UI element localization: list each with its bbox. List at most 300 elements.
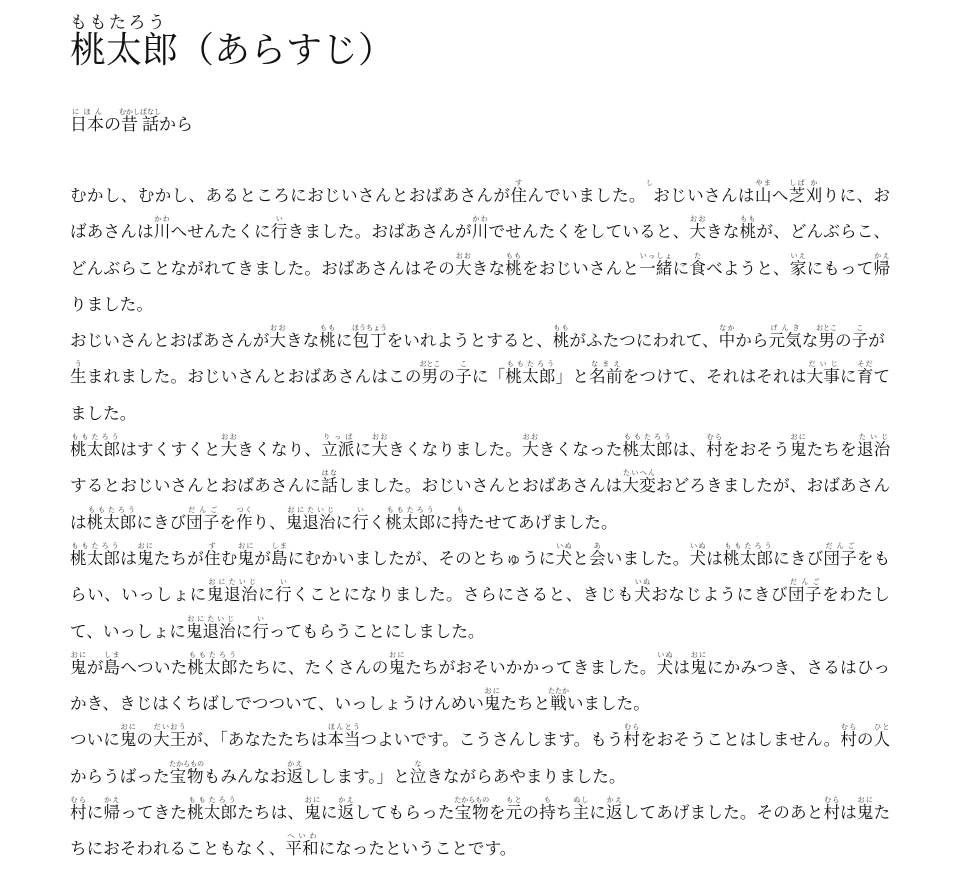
furigana-reading: むかし bbox=[119, 108, 140, 116]
text-run: いました。 bbox=[605, 548, 690, 568]
ruby-base: 元気 bbox=[768, 331, 802, 351]
furigana-reading: ももたろう bbox=[70, 541, 121, 550]
furigana-reading: だいじ bbox=[806, 360, 840, 369]
furigana-word bbox=[304, 796, 321, 823]
ruby-base: 大 bbox=[522, 440, 539, 460]
furigana-reading: だんご bbox=[186, 505, 220, 514]
furigana-reading: おに bbox=[70, 650, 87, 659]
furigana-word bbox=[505, 251, 522, 278]
furigana-reading: おに bbox=[856, 796, 874, 805]
ruby-base: 島 bbox=[103, 657, 121, 677]
furigana-word bbox=[70, 650, 87, 677]
ruby-base: 退治 bbox=[856, 440, 891, 460]
ruby-base: 鬼退治 bbox=[185, 621, 236, 641]
story-paragraph bbox=[70, 541, 890, 650]
furigana-reading: も bbox=[539, 796, 556, 805]
furigana-word bbox=[689, 215, 707, 242]
furigana-word bbox=[70, 360, 87, 387]
furigana-reading: いぬ bbox=[634, 578, 651, 587]
furigana-reading: かえ bbox=[606, 796, 623, 805]
furigana-reading: たからもの bbox=[169, 759, 205, 768]
text-run: に bbox=[335, 331, 353, 351]
text-run: は bbox=[673, 657, 691, 677]
title-reading: ももたろう bbox=[70, 13, 168, 33]
furigana-word bbox=[505, 360, 556, 387]
furigana-reading: ももたろう bbox=[86, 505, 137, 514]
ruby-base: 本当 bbox=[327, 730, 361, 750]
ruby-base: 鬼 bbox=[70, 657, 87, 677]
ruby-base: 男 bbox=[816, 331, 838, 351]
text-run: が bbox=[868, 331, 885, 351]
furigana-reading: た bbox=[689, 251, 706, 260]
furigana-word bbox=[552, 324, 570, 351]
text-run: しします。」と bbox=[303, 766, 410, 786]
text-run: ついに bbox=[70, 730, 120, 750]
furigana-reading: おに bbox=[136, 541, 154, 550]
text-run: む bbox=[220, 548, 238, 568]
text-run: たちに、たくさんの bbox=[237, 657, 389, 677]
furigana-word bbox=[548, 687, 570, 714]
furigana-reading: おとこ bbox=[816, 324, 838, 333]
ruby-base: 鬼 bbox=[237, 548, 255, 568]
furigana-reading: かえ bbox=[286, 759, 304, 768]
furigana-reading: う bbox=[70, 360, 87, 369]
furigana-word bbox=[275, 578, 293, 605]
ruby-base: 芝 bbox=[788, 186, 806, 205]
furigana-reading: おとこ bbox=[419, 360, 441, 369]
text-run: は bbox=[840, 803, 857, 823]
furigana-word bbox=[471, 215, 489, 242]
furigana-reading: おお bbox=[522, 433, 539, 442]
furigana-word bbox=[371, 433, 389, 460]
furigana-reading: い bbox=[352, 505, 369, 514]
story-body bbox=[70, 178, 890, 868]
furigana-reading: いぬ bbox=[656, 650, 674, 659]
text-run: してもらった bbox=[354, 803, 455, 823]
furigana-word bbox=[656, 650, 674, 677]
text-run: べようと、 bbox=[706, 258, 790, 278]
text-run: つよいです。こうさんします。もう bbox=[360, 730, 624, 750]
ruby-base: 団子 bbox=[186, 512, 220, 532]
furigana-reading: す bbox=[510, 179, 527, 187]
furigana-word bbox=[269, 324, 287, 351]
furigana-reading: むら bbox=[823, 796, 841, 805]
text-run: をつけて、それはそれは bbox=[622, 367, 807, 387]
text-run: をおじいさんと bbox=[521, 258, 640, 278]
furigana-word bbox=[806, 360, 840, 387]
furigana-reading: そだ bbox=[856, 360, 874, 369]
furigana-word bbox=[451, 505, 469, 532]
text-run: が、「あなたたちは bbox=[186, 730, 328, 750]
furigana-word bbox=[805, 179, 823, 205]
furigana-reading: たいへん bbox=[622, 469, 656, 478]
ruby-base: 返 bbox=[286, 766, 304, 786]
ruby-base: 泣 bbox=[409, 766, 427, 786]
furigana-word bbox=[606, 796, 623, 823]
furigana-reading: もと bbox=[505, 796, 523, 805]
ruby-base: 鬼退治 bbox=[206, 585, 259, 605]
furigana-reading: な bbox=[409, 759, 427, 768]
text-run: ち bbox=[555, 803, 573, 823]
text-run: たちにおそわれることもなく、 bbox=[70, 803, 891, 859]
text-run: を bbox=[488, 803, 506, 823]
furigana-reading: ももたろう bbox=[187, 796, 238, 805]
furigana-reading: にほん bbox=[70, 108, 104, 116]
ruby-base: 犬 bbox=[634, 585, 652, 605]
furigana-word bbox=[327, 723, 361, 750]
ruby-base: 桃 bbox=[319, 331, 336, 351]
text-run: きくなった bbox=[538, 440, 623, 460]
text-run: に bbox=[335, 512, 353, 532]
furigana-reading: むら bbox=[70, 796, 87, 805]
text-run: な bbox=[801, 331, 819, 351]
ruby-base: 川 bbox=[471, 222, 489, 242]
text-run: が bbox=[86, 657, 104, 677]
ruby-base: 桃太郎 bbox=[70, 440, 121, 460]
furigana-reading: い bbox=[275, 578, 292, 587]
furigana-word bbox=[286, 759, 304, 786]
ruby-base: 育 bbox=[856, 367, 874, 387]
furigana-word bbox=[483, 687, 501, 714]
ruby-base: 返 bbox=[337, 803, 355, 823]
furigana-word bbox=[153, 723, 187, 750]
furigana-word bbox=[285, 832, 319, 859]
furigana-reading: ももたろう bbox=[505, 360, 556, 369]
ruby-base: 大事 bbox=[806, 367, 840, 387]
furigana-word bbox=[555, 541, 573, 568]
ruby-base: 宝物 bbox=[169, 766, 205, 786]
furigana-word bbox=[622, 469, 656, 496]
furigana-reading: ひと bbox=[873, 723, 891, 732]
text-run: へ bbox=[771, 186, 789, 205]
ruby-base: 話 bbox=[140, 115, 161, 135]
furigana-reading: い bbox=[252, 614, 269, 623]
text-run: たちを bbox=[806, 440, 857, 460]
furigana-reading: おに bbox=[690, 650, 707, 659]
ruby-base: 大変 bbox=[622, 476, 656, 496]
furigana-word bbox=[86, 505, 137, 532]
ruby-base: 犬 bbox=[656, 657, 674, 677]
furigana-word bbox=[235, 505, 253, 532]
ruby-base: 宝物 bbox=[454, 803, 490, 823]
furigana-word bbox=[689, 251, 707, 278]
ruby-base: 団子 bbox=[787, 585, 823, 605]
ruby-base: 村 bbox=[706, 440, 723, 460]
ruby-base: 鬼 bbox=[856, 803, 874, 823]
text-run: をわたして、いっしょに bbox=[70, 585, 890, 641]
furigana-word bbox=[639, 251, 673, 278]
furigana-reading: へいわ bbox=[285, 832, 319, 841]
furigana-reading: おにたいじ bbox=[285, 505, 336, 514]
text-run: にきび bbox=[773, 548, 824, 568]
furigana-word bbox=[589, 360, 623, 387]
furigana-reading: しば bbox=[788, 179, 806, 187]
furigana-word bbox=[722, 541, 774, 568]
ruby-base: 村 bbox=[823, 803, 841, 823]
furigana-word bbox=[739, 215, 757, 242]
furigana-word bbox=[823, 796, 841, 823]
furigana-word bbox=[206, 578, 259, 605]
text-run: てました。 bbox=[70, 367, 891, 423]
furigana-word bbox=[589, 541, 606, 568]
text-run: に bbox=[86, 803, 104, 823]
furigana-reading: おお bbox=[454, 251, 472, 260]
text-run: ってもらうことにしました。 bbox=[268, 621, 485, 641]
furigana-reading: なまえ bbox=[589, 360, 623, 369]
furigana-reading: かえ bbox=[873, 251, 891, 260]
text-run: の bbox=[834, 331, 852, 351]
text-run: たちがおそいかかってきました。 bbox=[405, 657, 657, 677]
ruby-base: 持 bbox=[451, 512, 469, 532]
ruby-base: 包丁 bbox=[352, 331, 388, 351]
text-run: の bbox=[104, 115, 121, 135]
text-run: もみんなお bbox=[203, 766, 287, 786]
ruby-base: 帰 bbox=[103, 803, 121, 823]
furigana-reading: おに bbox=[388, 650, 406, 659]
text-run: をおそうことはしません。 bbox=[640, 730, 841, 750]
furigana-reading: つく bbox=[235, 505, 253, 514]
furigana-word bbox=[388, 650, 406, 677]
ruby-base: 持 bbox=[539, 803, 556, 823]
ruby-base: 鬼 bbox=[304, 803, 321, 823]
furigana-reading: ももたろう bbox=[70, 433, 121, 442]
ruby-base: 生 bbox=[70, 367, 87, 387]
text-run: へせんたくに bbox=[170, 222, 271, 242]
text-run: の bbox=[856, 730, 874, 750]
text-run: おなじようにきび bbox=[651, 585, 788, 605]
furigana-reading: たいじ bbox=[856, 433, 891, 442]
furigana-reading: たたか bbox=[548, 687, 570, 696]
furigana-word bbox=[789, 251, 807, 278]
furigana-word bbox=[788, 179, 806, 205]
text-run: にきび bbox=[136, 512, 187, 532]
furigana-reading: もも bbox=[319, 324, 336, 333]
furigana-reading: ももたろう bbox=[622, 433, 673, 442]
text-run: は、 bbox=[672, 440, 707, 460]
ruby-base: 桃太郎 bbox=[86, 512, 137, 532]
furigana-word bbox=[539, 796, 556, 823]
furigana-reading: か bbox=[805, 179, 823, 187]
furigana-word bbox=[140, 108, 161, 135]
text-run: に bbox=[320, 803, 338, 823]
text-run: 」と bbox=[555, 367, 590, 387]
text-run: からうばった bbox=[70, 766, 170, 786]
furigana-word bbox=[718, 324, 736, 351]
text-run: に bbox=[839, 367, 857, 387]
furigana-word bbox=[186, 505, 220, 532]
ruby-base: 桃太郎 bbox=[187, 657, 238, 677]
ruby-base: 大 bbox=[689, 222, 707, 242]
furigana-reading: おに bbox=[119, 723, 137, 732]
ruby-base: 桃太郎 bbox=[505, 367, 556, 387]
ruby-base: 桃 bbox=[552, 331, 570, 351]
furigana-word bbox=[522, 433, 539, 460]
text-run: に bbox=[235, 621, 253, 641]
text-run: にかみつき、さるはひっかき、きじはくちばしでつついて、いっしょうけんめい bbox=[70, 657, 891, 714]
text-run: きながらあやまりました。 bbox=[426, 766, 626, 786]
text-run: ってきた bbox=[120, 803, 188, 823]
furigana-reading: おにたいじ bbox=[206, 578, 258, 587]
ruby-base: 家 bbox=[789, 258, 807, 278]
ruby-base: 鬼 bbox=[789, 440, 807, 460]
ruby-base: 子 bbox=[851, 331, 869, 351]
furigana-reading: だんご bbox=[823, 541, 857, 550]
story-paragraph bbox=[70, 722, 890, 795]
text-run: をもらい、いっしょに bbox=[70, 548, 891, 605]
furigana-word bbox=[237, 541, 255, 568]
furigana-reading: ももたろう bbox=[722, 541, 774, 550]
ruby-base: 住 bbox=[510, 186, 528, 205]
ruby-base: 平和 bbox=[285, 839, 319, 859]
ruby-base: 行 bbox=[275, 585, 293, 605]
text-run: はすくすくと bbox=[120, 440, 221, 460]
text-run: の bbox=[438, 367, 456, 387]
ruby-base: 桃太郎 bbox=[722, 548, 774, 568]
furigana-word bbox=[622, 433, 673, 460]
story-paragraph bbox=[70, 795, 890, 868]
furigana-word bbox=[816, 324, 838, 351]
furigana-reading: おに bbox=[789, 433, 807, 442]
page-title: 桃太郎（あらすじ） bbox=[70, 30, 395, 71]
text-run: おじいさんは bbox=[652, 186, 755, 205]
furigana-reading: いっしょ bbox=[639, 251, 673, 260]
ruby-base: 桃 bbox=[505, 258, 522, 278]
ruby-base: 桃太郎 bbox=[70, 548, 121, 568]
furigana-word bbox=[572, 796, 590, 823]
furigana-reading: し bbox=[645, 179, 653, 187]
ruby-base: 人 bbox=[873, 730, 891, 750]
furigana-reading: あ bbox=[589, 541, 606, 550]
text-run: きな bbox=[706, 222, 740, 242]
furigana-reading: ほんとう bbox=[327, 723, 361, 732]
text-run: たせてあげました。 bbox=[468, 512, 618, 532]
furigana-word bbox=[321, 469, 338, 496]
ruby-base: 話 bbox=[321, 476, 338, 496]
story-paragraph bbox=[70, 650, 890, 723]
furigana-word bbox=[203, 541, 221, 568]
story-paragraph bbox=[70, 323, 890, 432]
furigana-reading: おに bbox=[304, 796, 321, 805]
furigana-word bbox=[169, 759, 205, 786]
text-run: と bbox=[572, 548, 589, 568]
ruby-base: 村 bbox=[70, 803, 87, 823]
furigana-word bbox=[337, 796, 355, 823]
furigana-reading: はな bbox=[321, 469, 338, 478]
ruby-base: 大 bbox=[220, 440, 238, 460]
ruby-base: 日本 bbox=[70, 115, 104, 135]
ruby-base: 会 bbox=[589, 548, 606, 568]
furigana-word bbox=[454, 251, 472, 278]
text-run: から bbox=[735, 331, 769, 351]
ruby-base: 元 bbox=[505, 803, 523, 823]
text-run: へついた bbox=[120, 657, 188, 677]
text-run: に bbox=[589, 803, 607, 823]
ruby-base: 作 bbox=[235, 512, 253, 532]
furigana-reading: しま bbox=[103, 650, 121, 659]
furigana-reading: こ bbox=[455, 360, 472, 369]
furigana-reading: かえ bbox=[103, 796, 121, 805]
furigana-word bbox=[220, 433, 238, 460]
text-run: をおそう bbox=[722, 440, 790, 460]
text-run: になったということです。 bbox=[318, 839, 517, 859]
furigana-word bbox=[185, 614, 236, 641]
text-run: するとおじいさんとおばあさんに bbox=[70, 476, 322, 496]
furigana-reading: むら bbox=[623, 723, 641, 732]
furigana-reading: むら bbox=[840, 723, 857, 732]
ruby-base: 鬼 bbox=[388, 657, 406, 677]
furigana-word bbox=[754, 179, 772, 205]
ruby-base: 立派 bbox=[321, 440, 355, 460]
furigana-reading: むら bbox=[706, 433, 723, 442]
text-run: に bbox=[672, 258, 690, 278]
furigana-reading: いえ bbox=[789, 251, 807, 260]
text-run: にもって bbox=[806, 258, 874, 278]
furigana-word bbox=[153, 215, 171, 242]
furigana-reading: ほうちょう bbox=[352, 324, 388, 333]
text-run: いました。 bbox=[566, 694, 650, 714]
furigana-word bbox=[187, 796, 238, 823]
text-run: く bbox=[368, 512, 386, 532]
ruby-base: 帰 bbox=[873, 258, 891, 278]
furigana-word bbox=[119, 723, 137, 750]
ruby-base: 村 bbox=[840, 730, 857, 750]
ruby-base: 男 bbox=[419, 367, 441, 387]
furigana-word bbox=[768, 324, 802, 351]
furigana-reading: もも bbox=[552, 324, 570, 333]
text-run: に bbox=[258, 585, 276, 605]
text-run: まれました。おじいさんとおばあさんはこの bbox=[86, 367, 422, 387]
furigana-word bbox=[856, 360, 874, 387]
text-run: おどろきましたが、おばあさんは bbox=[70, 476, 891, 532]
furigana-reading: しま bbox=[270, 541, 288, 550]
text-run: の bbox=[522, 803, 540, 823]
furigana-word bbox=[623, 723, 641, 750]
furigana-word bbox=[70, 541, 121, 568]
furigana-reading: かわ bbox=[471, 215, 489, 224]
text-run: んでいました。 bbox=[527, 186, 646, 205]
ruby-base: 住 bbox=[203, 548, 221, 568]
ruby-base: 行 bbox=[252, 621, 269, 641]
furigana-reading: ももたろう bbox=[385, 505, 436, 514]
ruby-base: 子 bbox=[455, 367, 472, 387]
subtitle bbox=[70, 106, 193, 144]
furigana-reading: やま bbox=[754, 179, 772, 187]
ruby-base: 大王 bbox=[153, 730, 187, 750]
text-run: してあげました。そのあと bbox=[622, 803, 824, 823]
furigana-reading: げんき bbox=[768, 324, 802, 333]
text-run: おじいさんとおばあさんが bbox=[70, 331, 270, 351]
ruby-base: 桃太郎 bbox=[385, 512, 436, 532]
ruby-base: 大 bbox=[371, 440, 389, 460]
furigana-word bbox=[634, 578, 652, 605]
furigana-word bbox=[270, 541, 288, 568]
furigana-reading: おお bbox=[371, 433, 388, 442]
furigana-word bbox=[385, 505, 436, 532]
furigana-word bbox=[856, 796, 874, 823]
furigana-word bbox=[645, 179, 653, 205]
furigana-reading: たからもの bbox=[454, 796, 490, 805]
text-run: きくなり、 bbox=[237, 440, 322, 460]
ruby-base: 戦 bbox=[548, 694, 570, 714]
furigana-word bbox=[419, 360, 441, 387]
ruby-base: 鬼退治 bbox=[285, 512, 336, 532]
furigana-reading: もも bbox=[739, 215, 757, 224]
furigana-word bbox=[187, 650, 238, 677]
text-run: の bbox=[136, 730, 154, 750]
furigana-word bbox=[319, 324, 336, 351]
furigana-word bbox=[689, 541, 707, 568]
text-run: たちと bbox=[500, 694, 551, 714]
